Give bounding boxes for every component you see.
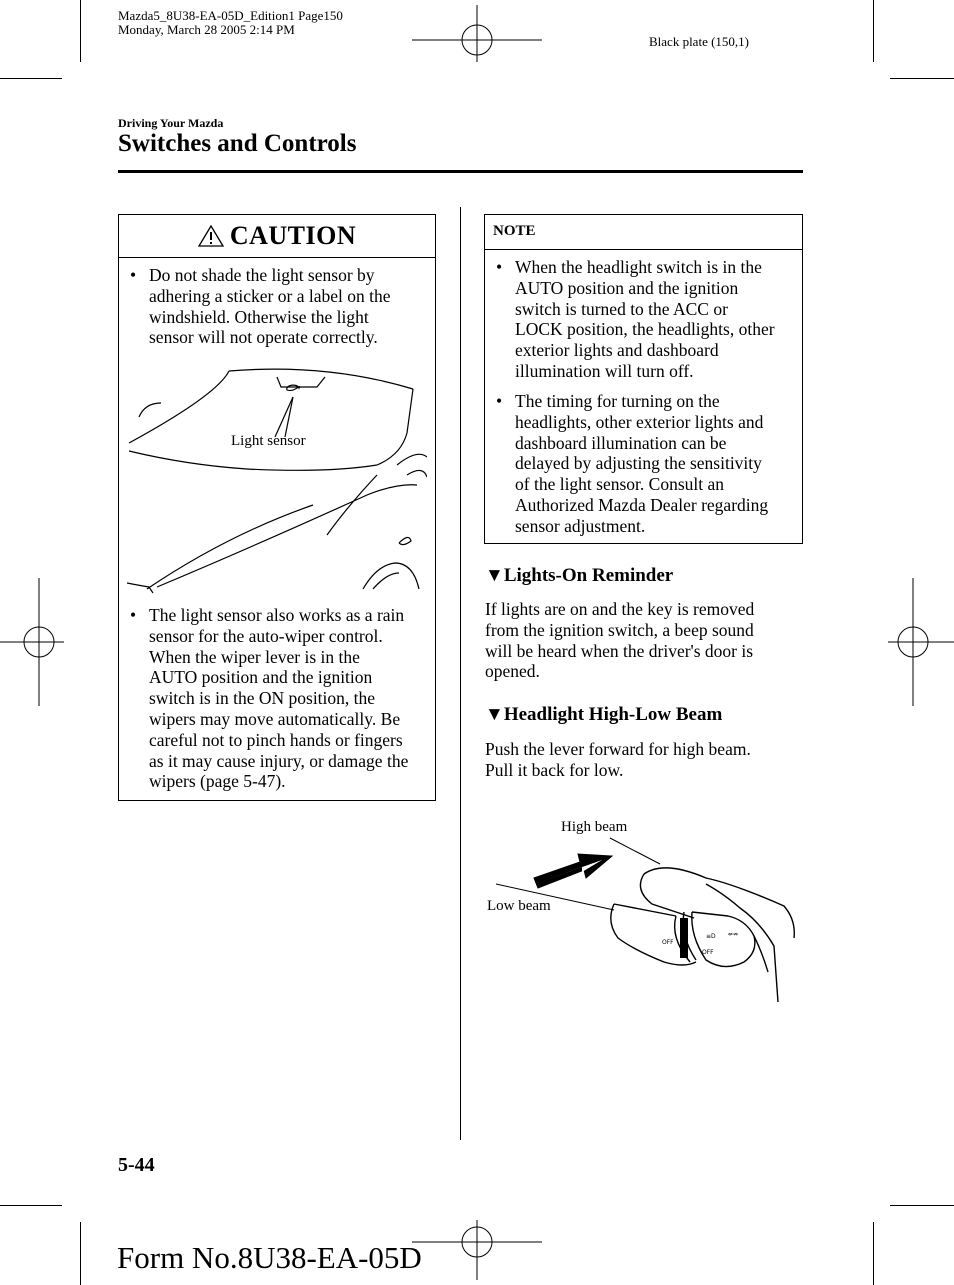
lights-on-body: If lights are on and the key is removed from the ignition switch, a beep sound will be heard when the driver's door is opened.	[485, 599, 755, 682]
headlight-lever-figure	[484, 812, 802, 1002]
warning-triangle-icon	[198, 224, 224, 248]
bullet-icon: •	[496, 257, 503, 277]
windshield-light-sensor-figure	[127, 365, 427, 597]
plate-info: Black plate (150,1)	[649, 34, 749, 49]
rotary-switch-grip	[680, 918, 688, 958]
low-beam-label: Low beam	[487, 898, 551, 914]
bullet-icon: •	[130, 265, 137, 285]
caution-title: CAUTION	[229, 221, 357, 250]
high-beam-label: High beam	[561, 819, 628, 835]
caution-header	[119, 215, 435, 258]
note-box	[484, 214, 803, 544]
caution-bullet-2: • The light sensor also works as a rain sensor for the auto-wiper control. When the wiper lever is in the AUTO position and the ignition switch is in the ON position, the wipers may move automatically. Be careful not to pinch hands or fingers as it may cause injury, or damage the wipers (page 5-47).	[130, 605, 409, 792]
note-header	[485, 215, 802, 250]
high-low-body: Push the lever forward for high beam. Pull it back for low.	[485, 739, 751, 780]
lights-on-heading: ▼Lights-On Reminder	[485, 565, 674, 586]
bullet-icon: •	[496, 391, 503, 411]
print-info-line2: Monday, March 28 2005 2:14 PM	[118, 22, 295, 37]
page-number: 5-44	[118, 1154, 155, 1176]
print-info-line1: Mazda5_8U38-EA-05D_Edition1 Page150	[118, 8, 343, 23]
triangle-down-icon: ▼	[485, 704, 504, 725]
caution-box	[118, 214, 436, 801]
arrow-icon	[534, 854, 612, 888]
form-number: Form No.8U38-EA-05D	[117, 1240, 422, 1275]
section-label: Driving Your Mazda	[118, 116, 224, 130]
note-title: NOTE	[493, 223, 536, 239]
svg-text:OFF: OFF	[702, 949, 714, 956]
triangle-down-icon: ▼	[485, 565, 504, 586]
note-bullet-1: • When the headlight switch is in the AUTO position and the ignition switch is turned to the ACC or LOCK position, the headlights, other exterior lights and dashboard illumination will turn off.	[496, 257, 775, 381]
title-rule	[118, 170, 803, 173]
caution-bullet-1: • Do not shade the light sensor by adhering a sticker or a label on the windshield. Otherwise the light sensor will not operate correctly.	[130, 265, 391, 348]
note-bullet-2: • The timing for turning on the headlights, other exterior lights and dashboard illumination can be delayed by adjusting the sensitivity of the light sensor. Consult an Authorized Mazda Dealer regarding sensor adjustment.	[496, 391, 769, 536]
bullet-icon: •	[130, 605, 137, 625]
page-title: Switches and Controls	[118, 130, 357, 157]
light-sensor-label: Light sensor	[231, 433, 306, 449]
column-divider	[460, 207, 461, 1140]
high-low-heading: ▼Headlight High-Low Beam	[485, 704, 723, 725]
headlight-icon: ≡D	[706, 933, 716, 940]
svg-text:OFF: OFF	[662, 939, 674, 946]
parking-light-icon: ⇍⇏	[728, 931, 739, 938]
